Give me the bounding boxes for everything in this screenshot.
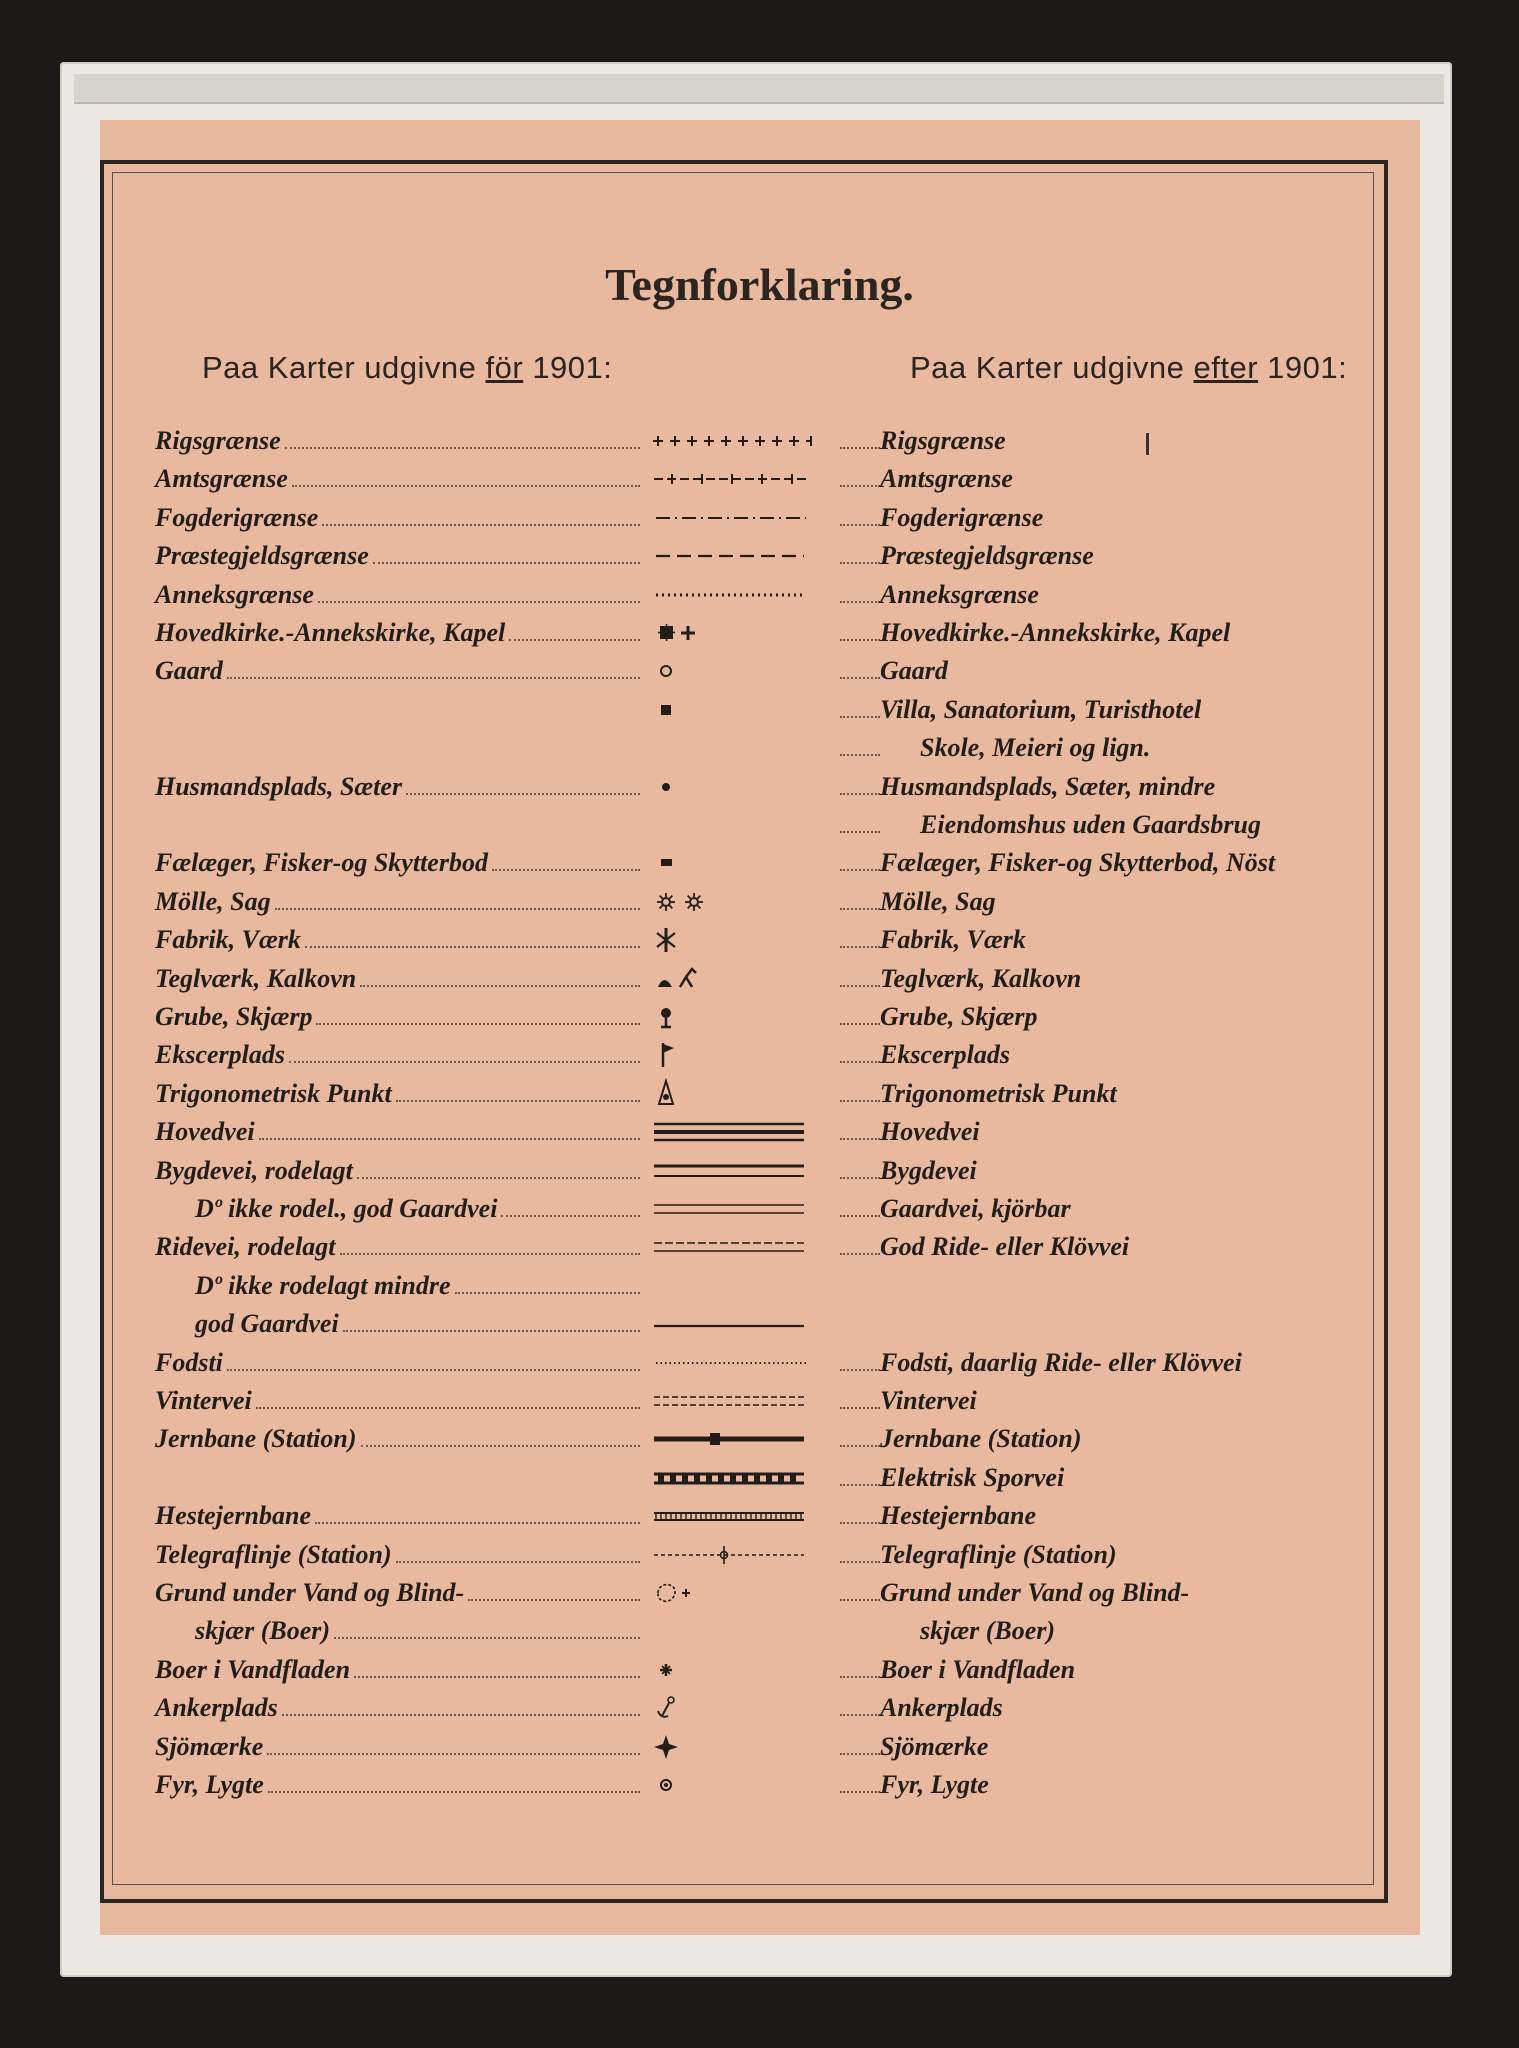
legend-label-before-1901: Jernbane (Station) <box>155 1424 357 1454</box>
church-cross-icon <box>652 617 812 649</box>
legend-label-after-1901: God Ride- eller Klövvei <box>880 1232 1130 1262</box>
leader-dots <box>396 1100 640 1102</box>
legend-label-after-1901: Fælæger, Fisker-og Skytterbod, Nöst <box>880 848 1276 878</box>
legend-label-before-1901: Dº ikke rodelagt mindre <box>195 1270 451 1300</box>
legend-label-before-1901: Hestejernbane <box>155 1501 311 1531</box>
legend-label-before-1901: Bygdevei, rodelagt <box>155 1155 353 1185</box>
leader-dots <box>354 1676 640 1678</box>
dashed-double-line-icon <box>652 1231 812 1263</box>
legend-title: Tegnforklaring. <box>605 259 914 310</box>
right-column-heading <box>910 350 1347 386</box>
kiln-icon <box>652 963 812 995</box>
legend-label-after-1901: Amtsgrænse <box>880 464 1013 494</box>
leader-dots <box>840 754 880 756</box>
heading-underlined-word: för <box>485 350 524 385</box>
legend-row <box>0 1654 1519 1694</box>
leader-dots <box>292 485 640 487</box>
legend-label-after-1901: Vintervei <box>880 1386 977 1415</box>
leader-dots <box>360 985 640 987</box>
legend-label-before-1901: Anneksgrænse <box>155 579 314 609</box>
fine-dotted-line-icon <box>652 1347 812 1379</box>
leader-dots <box>840 1023 880 1025</box>
leader-dots <box>840 1561 880 1563</box>
anchor-icon <box>652 1692 812 1724</box>
leader-dots <box>334 1637 640 1639</box>
rock-icon <box>652 1654 812 1686</box>
legend-label-before-1901: Husmandsplads, Sæter <box>155 771 403 801</box>
legend-row <box>0 1231 1519 1271</box>
legend-label-after-1901: Jernbane (Station) <box>880 1424 1082 1454</box>
leader-dots <box>840 1100 880 1102</box>
legend-label-after-1901: Villa, Sanatorium, Turisthotel <box>880 694 1202 724</box>
leader-dots <box>840 908 880 910</box>
heading-suffix: 1901: <box>523 350 613 385</box>
legend-row <box>0 694 1519 734</box>
single-line-icon <box>652 1308 812 1340</box>
legend-label-before-1901: Grube, Skjærp <box>155 1002 313 1031</box>
legend-label-after-1901: Teglværk, Kalkovn <box>880 963 1082 993</box>
legend-row <box>0 1308 1519 1348</box>
leader-dots <box>840 1753 880 1755</box>
legend-label-after-1901: Telegraflinje (Station) <box>880 1539 1117 1569</box>
mine-icon <box>652 1001 812 1033</box>
leader-dots <box>840 1061 880 1063</box>
legend-row <box>0 732 1519 772</box>
factory-icon <box>652 924 812 956</box>
leader-dots <box>285 447 640 449</box>
small-rect-icon <box>652 847 812 879</box>
leader-dots <box>840 869 880 871</box>
leader-dots <box>259 1138 640 1140</box>
heading-underlined-word: efter <box>1193 350 1259 385</box>
legend-row <box>0 1692 1519 1732</box>
legend-label-after-1901: Boer i Vandfladen <box>880 1654 1076 1684</box>
legend-row <box>0 1731 1519 1771</box>
double-dashed-line-icon <box>652 1385 812 1417</box>
legend-label-before-1901: Sjömærke <box>155 1731 264 1761</box>
legend-label-before-1901: Ankerplads <box>155 1693 278 1723</box>
leader-dots <box>840 985 880 987</box>
legend-label-before-1901: Gaard <box>155 656 223 686</box>
leader-dots <box>318 601 640 603</box>
legend-label-after-1901: Sjömærke <box>880 1731 989 1761</box>
legend-row <box>0 463 1519 503</box>
filled-square-icon <box>652 694 812 726</box>
leader-dots <box>468 1599 640 1601</box>
telegraph-icon <box>652 1539 812 1571</box>
legend-row <box>0 1270 1519 1310</box>
shoal-icon <box>652 1577 812 1609</box>
legend-label-before-1901: Vintervei <box>155 1386 252 1415</box>
leader-dots <box>840 946 880 948</box>
leader-dots <box>492 869 640 871</box>
legend-label-after-1901: Husmandsplads, Sæter, mindre <box>880 771 1216 801</box>
flag-icon <box>652 1039 812 1071</box>
legend-label-after-1901: Grund under Vand og Blind- <box>880 1578 1190 1607</box>
leader-dots <box>840 562 880 564</box>
legend-row <box>0 617 1519 657</box>
legend-label-after-1901: Gaard <box>880 656 948 686</box>
dash-plus-line-icon <box>652 463 812 495</box>
legend-label-before-1901: Ekscerplads <box>155 1040 285 1070</box>
leader-dots <box>840 524 880 526</box>
leader-dots <box>361 1445 640 1447</box>
legend-row <box>0 809 1519 849</box>
mill-icon <box>652 886 812 918</box>
legend-label-after-1901: Anneksgrænse <box>880 579 1039 609</box>
legend-label-after-1901: Elektrisk Sporvei <box>880 1462 1065 1492</box>
legend-row <box>0 540 1519 580</box>
leader-dots <box>840 447 880 449</box>
sea-mark-icon <box>652 1731 812 1763</box>
legend-label-before-1901: Ridevei, rodelagt <box>155 1232 336 1262</box>
legend-label-before-1901: Trigonometrisk Punkt <box>155 1078 392 1108</box>
leader-dots <box>357 1177 640 1179</box>
legend-row <box>0 1539 1519 1579</box>
legend-label-before-1901: Dº ikke rodel., god Gaardvei <box>195 1194 498 1223</box>
legend-label-before-1901: Rigsgrænse <box>155 426 281 455</box>
legend-label-before-1901: Mölle, Sag <box>155 886 271 916</box>
leader-dots <box>340 1253 640 1255</box>
legend-label-after-1901: Grube, Skjærp <box>880 1002 1038 1031</box>
leader-dots <box>840 1215 880 1217</box>
dash-dot-line-icon <box>652 502 812 534</box>
legend-row <box>0 1116 1519 1156</box>
legend-row <box>0 1500 1519 1540</box>
legend-label-after-1901: Ekscerplads <box>880 1040 1010 1070</box>
leader-dots <box>315 1522 640 1524</box>
legend-label-before-1901: Fabrik, Værk <box>155 925 301 955</box>
leader-dots <box>840 831 880 833</box>
legend-label-before-1901: Amtsgrænse <box>155 464 288 494</box>
card-edge <box>74 74 1444 104</box>
legend-label-after-1901: Hovedkirke.-Annekskirke, Kapel <box>880 618 1231 647</box>
legend-label-after-1901: Præstegjeldsgrænse <box>880 541 1094 571</box>
legend-label-after-1901: Rigsgrænse <box>880 426 1006 455</box>
open-circle-icon <box>652 655 812 687</box>
legend-label-after-1901: Eiendomshus uden Gaardsbrug <box>920 810 1261 839</box>
horse-railway-icon <box>652 1500 812 1532</box>
legend-label-after-1901: Hovedvei <box>880 1117 980 1147</box>
legend-label-before-1901: Hovedkirke.-Annekskirke, Kapel <box>155 618 506 647</box>
leader-dots <box>840 639 880 641</box>
leader-dots <box>373 562 640 564</box>
legend-label-after-1901: Bygdevei <box>880 1155 977 1185</box>
legend-label-after-1901: Fodsti, daarlig Ride- eller Klövvei <box>880 1347 1242 1377</box>
legend-label-before-1901: Telegraflinje (Station) <box>155 1539 392 1569</box>
heading-suffix: 1901: <box>1258 350 1348 385</box>
legend-label-after-1901: skjær (Boer) <box>920 1616 1056 1646</box>
legend-label-before-1901: skjær (Boer) <box>195 1616 331 1646</box>
leader-dots <box>268 1791 640 1793</box>
legend-row <box>0 1769 1519 1809</box>
dotted-line-icon <box>652 579 812 611</box>
leader-dots <box>289 1061 640 1063</box>
legend-label-after-1901: Fyr, Lygte <box>880 1770 989 1799</box>
legend-row <box>0 1347 1519 1387</box>
leader-dots <box>840 1445 880 1447</box>
legend-label-before-1901: Grund under Vand og Blind- <box>155 1578 465 1607</box>
leader-dots <box>509 639 640 641</box>
leader-dots <box>343 1330 640 1332</box>
legend-row <box>0 1577 1519 1617</box>
leader-dots <box>840 716 880 718</box>
leader-dots <box>305 946 640 948</box>
tramway-icon <box>652 1462 812 1494</box>
legend-row <box>0 655 1519 695</box>
legend-label-after-1901: Skole, Meieri og lign. <box>920 733 1151 763</box>
leader-dots <box>275 908 640 910</box>
legend-label-before-1901: Fælæger, Fisker-og Skytterbod <box>155 848 488 878</box>
legend-row <box>0 502 1519 542</box>
leader-dots <box>840 1138 880 1140</box>
legend-label-before-1901: Hovedvei <box>155 1117 255 1147</box>
leader-dots <box>840 1522 880 1524</box>
leader-dots <box>282 1714 640 1716</box>
leader-dots <box>840 1791 880 1793</box>
leader-dots <box>840 1484 880 1486</box>
legend-row <box>0 1615 1519 1655</box>
legend-label-after-1901: Fogderigrænse <box>880 502 1044 532</box>
double-line-icon <box>652 1155 812 1187</box>
legend-label-after-1901: Fabrik, Værk <box>880 925 1026 955</box>
legend-row <box>0 1078 1519 1118</box>
leader-dots <box>840 1369 880 1371</box>
left-column-heading <box>202 350 612 386</box>
legend-row <box>0 425 1519 465</box>
leader-dots <box>840 1714 880 1716</box>
legend-label-after-1901: Mölle, Sag <box>880 886 996 916</box>
leader-dots <box>840 793 880 795</box>
heading-prefix: Paa Karter udgivne <box>202 350 486 385</box>
leader-dots <box>396 1561 640 1563</box>
legend-row <box>0 1155 1519 1195</box>
leader-dots <box>840 677 880 679</box>
leader-dots <box>316 1023 640 1025</box>
legend-row <box>0 963 1519 1003</box>
legend-label-after-1901: Gaardvei, kjörbar <box>880 1194 1071 1223</box>
thin-double-line-icon <box>652 1193 812 1225</box>
legend-row <box>0 886 1519 926</box>
leader-dots <box>406 793 640 795</box>
leader-dots <box>840 1599 880 1601</box>
legend-row <box>0 579 1519 619</box>
leader-dots <box>322 524 640 526</box>
leader-dots <box>501 1215 640 1217</box>
leader-dots <box>267 1753 640 1755</box>
trig-point-icon <box>652 1078 812 1110</box>
dashed-line-icon <box>652 540 812 572</box>
legend-row <box>0 1385 1519 1425</box>
legend-label-after-1901: Ankerplads <box>880 1693 1003 1723</box>
legend-label-after-1901: Trigonometrisk Punkt <box>880 1078 1117 1108</box>
leader-dots <box>256 1407 640 1409</box>
railway-icon <box>652 1423 812 1455</box>
legend-label-before-1901: Teglværk, Kalkovn <box>155 963 357 993</box>
heading-prefix: Paa Karter udgivne <box>910 350 1194 385</box>
triple-line-icon <box>652 1116 812 1148</box>
small-dot-icon <box>652 771 812 803</box>
legend-label-before-1901: Boer i Vandfladen <box>155 1654 351 1684</box>
legend-label-after-1901: Hestejernbane <box>880 1501 1036 1531</box>
leader-dots <box>840 485 880 487</box>
legend-label-before-1901: Præstegjeldsgrænse <box>155 541 369 571</box>
legend-row <box>0 847 1519 887</box>
leader-dots <box>227 677 640 679</box>
leader-dots <box>840 1253 880 1255</box>
legend-row <box>0 1001 1519 1041</box>
leader-dots <box>840 1676 880 1678</box>
legend-row <box>0 771 1519 811</box>
legend-row <box>0 1462 1519 1502</box>
leader-dots <box>227 1369 640 1371</box>
legend-label-before-1901: Fyr, Lygte <box>155 1770 264 1799</box>
legend-row <box>0 924 1519 964</box>
leader-dots <box>840 1177 880 1179</box>
leader-dots <box>840 1407 880 1409</box>
plus-line-icon <box>652 425 812 457</box>
legend-label-before-1901: Fogderigrænse <box>155 502 319 532</box>
legend-row <box>0 1423 1519 1463</box>
leader-dots <box>455 1292 640 1294</box>
lighthouse-icon <box>652 1769 812 1801</box>
legend-row <box>0 1039 1519 1079</box>
legend-label-before-1901: god Gaardvei <box>195 1309 339 1339</box>
legend-row <box>0 1193 1519 1233</box>
leader-dots <box>840 601 880 603</box>
legend-label-before-1901: Fodsti <box>155 1347 223 1377</box>
